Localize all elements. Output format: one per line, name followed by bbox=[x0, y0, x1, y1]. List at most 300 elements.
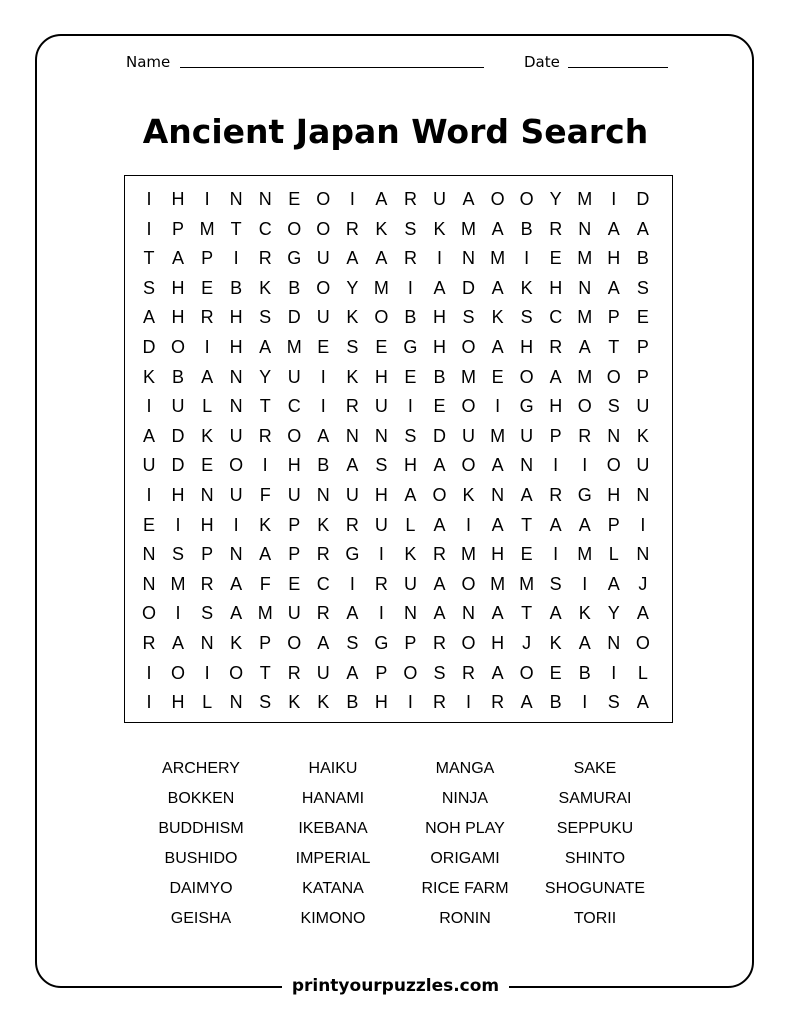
grid-letter[interactable]: B bbox=[404, 307, 417, 328]
grid-letter[interactable]: U bbox=[316, 307, 330, 328]
grid-letter[interactable]: S bbox=[142, 277, 155, 298]
grid-letter[interactable]: E bbox=[288, 573, 301, 594]
grid-letter[interactable]: E bbox=[491, 366, 504, 387]
grid-letter[interactable]: A bbox=[230, 573, 243, 594]
grid-letter[interactable]: G bbox=[577, 485, 592, 505]
grid-letter[interactable]: I bbox=[611, 662, 617, 683]
grid-letter[interactable]: S bbox=[259, 692, 272, 713]
grid-letter[interactable]: P bbox=[288, 514, 301, 535]
grid-letter[interactable]: N bbox=[607, 425, 621, 446]
grid-letter[interactable]: A bbox=[491, 662, 504, 683]
grid-letter[interactable]: H bbox=[229, 337, 243, 357]
grid-letter[interactable]: S bbox=[346, 633, 359, 653]
grid-letter[interactable]: L bbox=[405, 514, 416, 535]
grid-letter[interactable]: B bbox=[230, 277, 243, 298]
grid-letter[interactable]: P bbox=[375, 662, 388, 683]
grid-letter[interactable]: K bbox=[317, 514, 330, 535]
grid-letter[interactable]: I bbox=[466, 692, 472, 713]
grid-letter[interactable]: O bbox=[171, 337, 186, 357]
grid-letter[interactable]: O bbox=[316, 189, 331, 209]
grid-letter[interactable]: C bbox=[549, 307, 563, 328]
grid-letter[interactable]: O bbox=[490, 189, 505, 209]
grid-letter[interactable]: P bbox=[404, 633, 417, 653]
grid-letter[interactable]: S bbox=[520, 307, 533, 328]
grid-letter[interactable]: O bbox=[229, 455, 244, 476]
grid-letter[interactable]: U bbox=[287, 603, 301, 624]
grid-letter[interactable]: I bbox=[582, 692, 588, 713]
grid-letter[interactable]: M bbox=[577, 366, 593, 387]
grid-letter[interactable]: I bbox=[146, 218, 152, 239]
grid-letter[interactable]: I bbox=[611, 189, 617, 209]
grid-letter[interactable]: I bbox=[146, 189, 152, 209]
grid-letter[interactable]: C bbox=[258, 218, 272, 239]
grid-letter[interactable]: R bbox=[200, 573, 214, 594]
grid-letter[interactable]: O bbox=[519, 662, 534, 683]
grid-letter[interactable]: D bbox=[433, 425, 446, 446]
grid-letter[interactable]: Y bbox=[549, 189, 562, 209]
grid-letter[interactable]: P bbox=[607, 514, 620, 535]
grid-letter[interactable]: E bbox=[288, 189, 301, 209]
grid-letter[interactable]: B bbox=[433, 366, 446, 387]
grid-letter[interactable]: I bbox=[146, 396, 152, 417]
grid-letter[interactable]: M bbox=[490, 573, 506, 594]
grid-letter[interactable]: A bbox=[491, 603, 504, 624]
grid-letter[interactable]: U bbox=[636, 396, 650, 417]
grid-letter[interactable]: I bbox=[204, 337, 210, 357]
grid-letter[interactable]: R bbox=[433, 633, 446, 653]
grid-letter[interactable]: M bbox=[199, 218, 215, 239]
grid-letter[interactable]: T bbox=[230, 218, 242, 239]
grid-letter[interactable]: R bbox=[433, 544, 446, 565]
grid-letter[interactable]: O bbox=[461, 455, 476, 476]
grid-letter[interactable]: O bbox=[229, 662, 244, 683]
grid-letter[interactable]: O bbox=[606, 366, 621, 387]
grid-letter[interactable]: N bbox=[462, 248, 476, 269]
grid-letter[interactable]: A bbox=[578, 633, 591, 653]
grid-letter[interactable]: K bbox=[288, 692, 301, 713]
grid-letter[interactable]: P bbox=[259, 633, 272, 653]
grid-letter[interactable]: I bbox=[146, 692, 152, 713]
grid-letter[interactable]: P bbox=[636, 366, 649, 387]
grid-letter[interactable]: N bbox=[200, 633, 214, 653]
grid-letter[interactable]: K bbox=[433, 218, 446, 239]
grid-letter[interactable]: M bbox=[257, 603, 273, 624]
grid-letter[interactable]: K bbox=[462, 485, 475, 505]
grid-letter[interactable]: L bbox=[608, 544, 619, 565]
grid-letter[interactable]: H bbox=[171, 277, 185, 298]
grid-letter[interactable]: K bbox=[259, 277, 272, 298]
grid-letter[interactable]: O bbox=[461, 337, 476, 357]
grid-letter[interactable]: A bbox=[259, 337, 272, 357]
grid-letter[interactable]: H bbox=[433, 307, 446, 328]
grid-letter[interactable]: N bbox=[636, 485, 650, 505]
grid-letter[interactable]: A bbox=[172, 633, 185, 653]
grid-letter[interactable]: A bbox=[636, 692, 649, 713]
grid-letter[interactable]: B bbox=[578, 662, 591, 683]
grid-letter[interactable]: I bbox=[320, 396, 326, 417]
grid-letter[interactable]: I bbox=[582, 573, 588, 594]
grid-letter[interactable]: U bbox=[520, 425, 534, 446]
grid-letter[interactable]: H bbox=[200, 514, 214, 535]
grid-letter[interactable]: M bbox=[170, 573, 186, 594]
grid-letter[interactable]: I bbox=[349, 189, 355, 209]
grid-letter[interactable]: R bbox=[345, 396, 359, 417]
grid-letter[interactable]: K bbox=[636, 425, 649, 446]
grid-letter[interactable]: M bbox=[519, 573, 535, 594]
grid-letter[interactable]: P bbox=[201, 248, 214, 269]
grid-letter[interactable]: I bbox=[436, 248, 442, 269]
grid-letter[interactable]: K bbox=[142, 366, 155, 387]
grid-letter[interactable]: M bbox=[461, 366, 477, 387]
grid-letter[interactable]: I bbox=[262, 455, 268, 476]
grid-letter[interactable]: A bbox=[172, 248, 185, 269]
grid-letter[interactable]: A bbox=[607, 573, 620, 594]
grid-letter[interactable]: R bbox=[287, 662, 301, 683]
grid-letter[interactable]: P bbox=[636, 337, 649, 357]
grid-letter[interactable]: U bbox=[345, 485, 359, 505]
grid-letter[interactable]: N bbox=[142, 544, 156, 565]
grid-letter[interactable]: R bbox=[345, 514, 359, 535]
grid-letter[interactable]: A bbox=[636, 218, 649, 239]
grid-letter[interactable]: I bbox=[146, 662, 152, 683]
grid-letter[interactable]: O bbox=[374, 307, 389, 328]
name-field[interactable] bbox=[180, 67, 484, 68]
grid-letter[interactable]: A bbox=[346, 248, 359, 269]
grid-letter[interactable]: P bbox=[172, 218, 185, 239]
grid-letter[interactable]: S bbox=[375, 455, 388, 476]
grid-letter[interactable]: A bbox=[433, 573, 446, 594]
grid-letter[interactable]: A bbox=[491, 337, 504, 357]
grid-letter[interactable]: A bbox=[607, 218, 620, 239]
grid-letter[interactable]: N bbox=[520, 455, 534, 476]
grid-letter[interactable]: R bbox=[549, 337, 563, 357]
grid-letter[interactable]: R bbox=[433, 692, 446, 713]
grid-letter[interactable]: E bbox=[433, 396, 446, 417]
grid-letter[interactable]: E bbox=[142, 514, 155, 535]
grid-letter[interactable]: N bbox=[462, 603, 476, 624]
grid-letter[interactable]: N bbox=[578, 277, 592, 298]
grid-letter[interactable]: A bbox=[491, 277, 504, 298]
grid-letter[interactable]: A bbox=[142, 425, 155, 446]
grid-letter[interactable]: R bbox=[374, 573, 388, 594]
grid-letter[interactable]: A bbox=[491, 218, 504, 239]
grid-letter[interactable]: A bbox=[230, 603, 243, 624]
grid-letter[interactable]: K bbox=[578, 603, 591, 624]
grid-letter[interactable]: O bbox=[403, 662, 418, 683]
grid-letter[interactable]: S bbox=[462, 307, 475, 328]
grid-letter[interactable]: H bbox=[374, 692, 388, 713]
grid-letter[interactable]: N bbox=[578, 218, 592, 239]
grid-letter[interactable]: H bbox=[403, 455, 417, 476]
grid-letter[interactable]: N bbox=[229, 544, 243, 565]
grid-letter[interactable]: J bbox=[522, 633, 532, 653]
grid-letter[interactable]: M bbox=[490, 425, 506, 446]
grid-letter[interactable]: E bbox=[520, 544, 533, 565]
grid-letter[interactable]: S bbox=[404, 425, 417, 446]
grid-letter[interactable]: K bbox=[491, 307, 504, 328]
grid-letter[interactable]: K bbox=[317, 692, 330, 713]
grid-letter[interactable]: A bbox=[346, 662, 359, 683]
grid-letter[interactable]: N bbox=[345, 425, 359, 446]
grid-letter[interactable]: U bbox=[142, 455, 156, 476]
grid-letter[interactable]: L bbox=[637, 662, 648, 683]
grid-letter[interactable]: K bbox=[346, 366, 359, 387]
grid-letter[interactable]: H bbox=[433, 337, 446, 357]
grid-letter[interactable]: N bbox=[258, 189, 272, 209]
grid-letter[interactable]: D bbox=[287, 307, 301, 328]
grid-letter[interactable]: U bbox=[229, 485, 243, 505]
grid-letter[interactable]: U bbox=[462, 425, 476, 446]
grid-letter[interactable]: R bbox=[200, 307, 214, 328]
grid-letter[interactable]: S bbox=[607, 692, 620, 713]
grid-letter[interactable]: B bbox=[172, 366, 185, 387]
grid-letter[interactable]: I bbox=[378, 544, 384, 565]
grid-letter[interactable]: R bbox=[345, 218, 359, 239]
grid-letter[interactable]: A bbox=[549, 514, 562, 535]
grid-letter[interactable]: I bbox=[349, 573, 355, 594]
grid-letter[interactable]: J bbox=[638, 573, 648, 594]
grid-letter[interactable]: I bbox=[582, 455, 588, 476]
grid-letter[interactable]: A bbox=[433, 514, 446, 535]
grid-letter[interactable]: H bbox=[229, 307, 243, 328]
grid-letter[interactable]: R bbox=[578, 425, 592, 446]
grid-letter[interactable]: I bbox=[146, 485, 152, 505]
grid-letter[interactable]: A bbox=[433, 277, 446, 298]
grid-letter[interactable]: O bbox=[461, 633, 476, 653]
grid-letter[interactable]: B bbox=[346, 692, 359, 713]
grid-letter[interactable]: N bbox=[200, 485, 214, 505]
grid-letter[interactable]: E bbox=[375, 337, 388, 357]
grid-letter[interactable]: A bbox=[317, 425, 330, 446]
grid-letter[interactable]: U bbox=[316, 662, 330, 683]
grid-letter[interactable]: T bbox=[259, 662, 271, 683]
grid-letter[interactable]: S bbox=[404, 218, 417, 239]
grid-letter[interactable]: A bbox=[491, 455, 504, 476]
grid-letter[interactable]: O bbox=[316, 277, 331, 298]
grid-letter[interactable]: I bbox=[553, 544, 559, 565]
grid-letter[interactable]: L bbox=[202, 692, 213, 713]
grid-letter[interactable]: H bbox=[520, 337, 534, 357]
grid-letter[interactable]: O bbox=[141, 603, 156, 624]
grid-letter[interactable]: B bbox=[317, 455, 330, 476]
grid-letter[interactable]: H bbox=[374, 366, 388, 387]
grid-letter[interactable]: G bbox=[519, 396, 534, 417]
grid-letter[interactable]: U bbox=[374, 514, 388, 535]
grid-letter[interactable]: U bbox=[229, 425, 243, 446]
grid-letter[interactable]: I bbox=[378, 603, 384, 624]
grid-letter[interactable]: I bbox=[407, 396, 413, 417]
grid-letter[interactable]: A bbox=[549, 366, 562, 387]
grid-letter[interactable]: N bbox=[316, 485, 330, 505]
grid-letter[interactable]: M bbox=[286, 337, 302, 357]
grid-letter[interactable]: A bbox=[607, 277, 620, 298]
grid-letter[interactable]: B bbox=[288, 277, 301, 298]
grid-letter[interactable]: A bbox=[636, 603, 649, 624]
grid-letter[interactable]: U bbox=[374, 396, 388, 417]
grid-letter[interactable]: H bbox=[171, 189, 185, 209]
grid-letter[interactable]: T bbox=[259, 396, 271, 417]
grid-letter[interactable]: Y bbox=[346, 277, 359, 298]
grid-letter[interactable]: U bbox=[403, 573, 417, 594]
grid-letter[interactable]: D bbox=[142, 337, 156, 357]
grid-letter[interactable]: O bbox=[316, 218, 331, 239]
grid-letter[interactable]: F bbox=[259, 573, 271, 594]
grid-letter[interactable]: R bbox=[549, 485, 563, 505]
grid-letter[interactable]: A bbox=[578, 514, 591, 535]
grid-letter[interactable]: I bbox=[553, 455, 559, 476]
grid-letter[interactable]: N bbox=[636, 544, 650, 565]
grid-letter[interactable]: K bbox=[259, 514, 272, 535]
grid-letter[interactable]: G bbox=[374, 633, 389, 653]
grid-letter[interactable]: O bbox=[635, 633, 650, 653]
grid-letter[interactable]: R bbox=[549, 218, 563, 239]
grid-letter[interactable]: H bbox=[171, 692, 185, 713]
grid-letter[interactable]: A bbox=[462, 189, 475, 209]
grid-letter[interactable]: D bbox=[462, 277, 476, 298]
grid-letter[interactable]: O bbox=[461, 573, 476, 594]
grid-letter[interactable]: M bbox=[461, 544, 477, 565]
grid-letter[interactable]: R bbox=[403, 248, 417, 269]
grid-letter[interactable]: T bbox=[608, 337, 620, 357]
grid-letter[interactable]: A bbox=[404, 485, 417, 505]
grid-letter[interactable]: A bbox=[491, 514, 504, 535]
grid-letter[interactable]: N bbox=[142, 573, 156, 594]
grid-letter[interactable]: R bbox=[316, 603, 330, 624]
grid-letter[interactable]: I bbox=[233, 514, 239, 535]
grid-letter[interactable]: H bbox=[374, 485, 388, 505]
grid-letter[interactable]: E bbox=[549, 248, 562, 269]
grid-letter[interactable]: O bbox=[287, 218, 302, 239]
grid-letter[interactable]: N bbox=[229, 189, 243, 209]
grid-letter[interactable]: R bbox=[316, 544, 330, 565]
grid-letter[interactable]: I bbox=[466, 514, 472, 535]
grid-letter[interactable]: S bbox=[201, 603, 214, 624]
grid-letter[interactable]: A bbox=[317, 633, 330, 653]
grid-letter[interactable]: K bbox=[201, 425, 214, 446]
grid-letter[interactable]: T bbox=[521, 514, 533, 535]
grid-letter[interactable]: I bbox=[204, 662, 210, 683]
date-field[interactable] bbox=[568, 67, 668, 68]
grid-letter[interactable]: M bbox=[577, 248, 593, 269]
grid-letter[interactable]: C bbox=[316, 573, 330, 594]
grid-letter[interactable]: N bbox=[229, 692, 243, 713]
grid-letter[interactable]: N bbox=[374, 425, 388, 446]
grid-letter[interactable]: H bbox=[607, 248, 621, 269]
grid-letter[interactable]: K bbox=[230, 633, 243, 653]
grid-letter[interactable]: A bbox=[142, 307, 155, 328]
grid-letter[interactable]: P bbox=[607, 307, 620, 328]
grid-letter[interactable]: R bbox=[258, 248, 272, 269]
grid-letter[interactable]: I bbox=[233, 248, 239, 269]
grid-letter[interactable]: M bbox=[577, 189, 593, 209]
grid-letter[interactable]: M bbox=[461, 218, 477, 239]
grid-letter[interactable]: A bbox=[433, 603, 446, 624]
grid-letter[interactable]: L bbox=[202, 396, 213, 417]
grid-letter[interactable]: K bbox=[375, 218, 388, 239]
grid-letter[interactable]: P bbox=[201, 544, 214, 565]
grid-letter[interactable]: K bbox=[549, 633, 562, 653]
grid-letter[interactable]: I bbox=[524, 248, 530, 269]
grid-letter[interactable]: S bbox=[607, 396, 620, 417]
grid-letter[interactable]: T bbox=[521, 603, 533, 624]
grid-letter[interactable]: O bbox=[519, 189, 534, 209]
grid-letter[interactable]: U bbox=[171, 396, 185, 417]
grid-letter[interactable]: N bbox=[607, 633, 621, 653]
grid-letter[interactable]: H bbox=[287, 455, 301, 476]
grid-letter[interactable]: Y bbox=[607, 603, 620, 624]
grid-letter[interactable]: E bbox=[317, 337, 330, 357]
grid-letter[interactable]: G bbox=[345, 544, 360, 565]
grid-letter[interactable]: A bbox=[375, 189, 388, 209]
grid-letter[interactable]: K bbox=[404, 544, 417, 565]
grid-letter[interactable]: S bbox=[433, 662, 446, 683]
grid-letter[interactable]: H bbox=[491, 544, 505, 565]
grid-letter[interactable]: R bbox=[142, 633, 156, 653]
grid-letter[interactable]: S bbox=[346, 337, 359, 357]
grid-letter[interactable]: A bbox=[201, 366, 214, 387]
grid-letter[interactable]: U bbox=[287, 485, 301, 505]
grid-letter[interactable]: S bbox=[549, 573, 562, 594]
grid-letter[interactable]: R bbox=[491, 692, 505, 713]
grid-letter[interactable]: N bbox=[491, 485, 505, 505]
grid-letter[interactable]: R bbox=[258, 425, 272, 446]
grid-letter[interactable]: P bbox=[288, 544, 301, 565]
grid-letter[interactable]: U bbox=[287, 366, 301, 387]
grid-letter[interactable]: O bbox=[432, 485, 447, 505]
grid-letter[interactable]: E bbox=[636, 307, 649, 328]
grid-letter[interactable]: U bbox=[316, 248, 330, 269]
grid-letter[interactable]: O bbox=[287, 425, 302, 446]
grid-letter[interactable]: P bbox=[549, 425, 562, 446]
grid-letter[interactable]: I bbox=[407, 277, 413, 298]
grid-letter[interactable]: I bbox=[320, 366, 326, 387]
grid-letter[interactable]: M bbox=[490, 248, 506, 269]
grid-letter[interactable]: A bbox=[346, 455, 359, 476]
grid-letter[interactable]: U bbox=[433, 189, 446, 209]
grid-letter[interactable]: A bbox=[375, 248, 388, 269]
grid-letter[interactable]: D bbox=[171, 455, 185, 476]
grid-letter[interactable]: B bbox=[520, 218, 533, 239]
grid-letter[interactable]: Y bbox=[259, 366, 272, 387]
grid-letter[interactable]: B bbox=[549, 692, 562, 713]
grid-letter[interactable]: E bbox=[201, 277, 214, 298]
grid-letter[interactable]: A bbox=[520, 692, 533, 713]
grid-letter[interactable]: E bbox=[404, 366, 417, 387]
grid-letter[interactable]: R bbox=[403, 189, 417, 209]
grid-letter[interactable]: C bbox=[287, 396, 301, 417]
grid-letter[interactable]: E bbox=[201, 455, 214, 476]
grid-letter[interactable]: N bbox=[229, 396, 243, 417]
grid-letter[interactable]: A bbox=[549, 603, 562, 624]
grid-letter[interactable]: G bbox=[403, 337, 418, 357]
grid-letter[interactable]: S bbox=[636, 277, 649, 298]
grid-letter[interactable]: A bbox=[259, 544, 272, 565]
grid-letter[interactable]: A bbox=[520, 485, 533, 505]
grid-letter[interactable]: I bbox=[204, 189, 210, 209]
grid-letter[interactable]: I bbox=[407, 692, 413, 713]
grid-letter[interactable]: K bbox=[346, 307, 359, 328]
grid-letter[interactable]: O bbox=[519, 366, 534, 387]
grid-letter[interactable]: S bbox=[172, 544, 185, 565]
grid-letter[interactable]: N bbox=[229, 366, 243, 387]
grid-letter[interactable]: H bbox=[171, 485, 185, 505]
grid-letter[interactable]: T bbox=[143, 248, 155, 269]
grid-letter[interactable]: A bbox=[346, 603, 359, 624]
grid-letter[interactable]: K bbox=[520, 277, 533, 298]
grid-letter[interactable]: A bbox=[433, 455, 446, 476]
grid-letter[interactable]: M bbox=[577, 544, 593, 565]
grid-letter[interactable]: H bbox=[607, 485, 621, 505]
